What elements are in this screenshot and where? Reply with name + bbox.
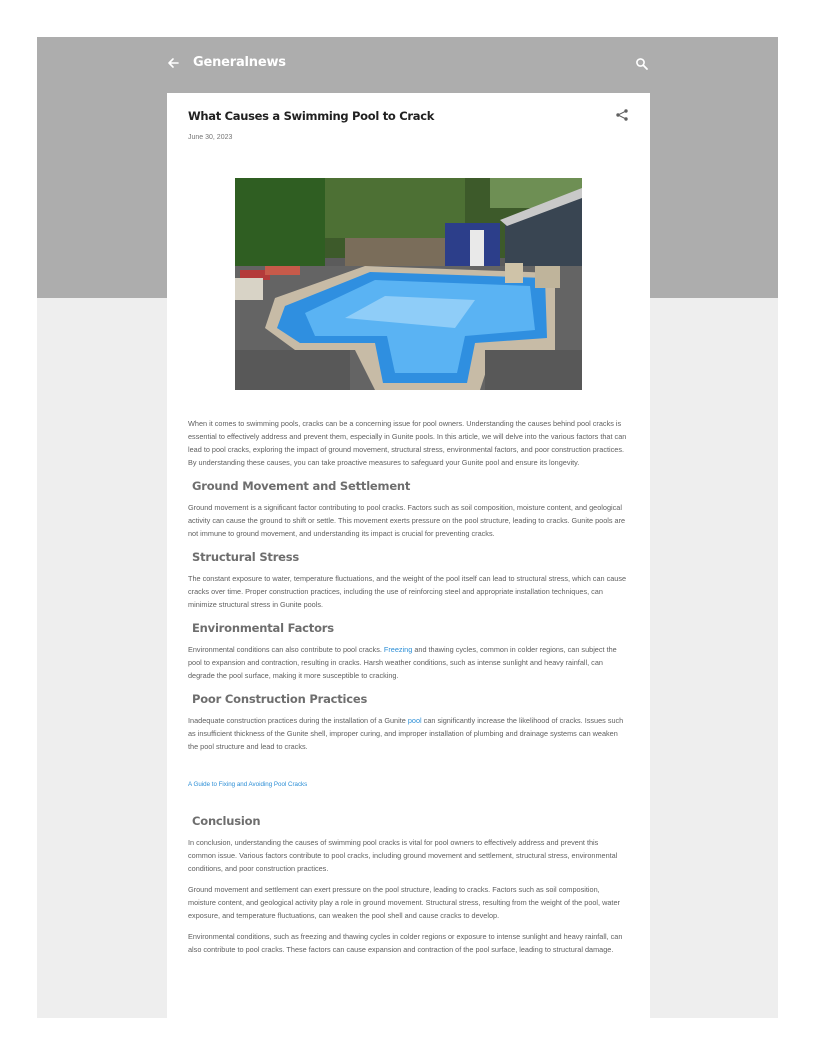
post-card <box>167 93 650 1018</box>
ground-movement-paragraph: Ground movement is a significant factor contributing to pool cracks. Factors such as soil composition, moisture content, and geological activity can cause the ground to shift or settle. This movement exerts pressure on the pool structure, leading to cracks. Gunite pools are not immune to ground movement, and understanding its impact is crucial for preventing cracks. <box>188 503 626 538</box>
structural-stress-paragraph: The constant exposure to water, temperature fluctuations, and the weight of the pool itself can lead to structural stress, which can cause cracks over time. Proper construction practices, including the use of reinforcing steel and appropriate installation techniques, can minimize structural stress in Gunite pools. <box>188 574 627 609</box>
text-span: can significantly increase the likelihood of cracks. Issues such as insufficient thickness of the Gunite shell, improper curing, and improper installation of plumbing and drainage systems can weaken the pool structure and lead to cracks. <box>188 716 624 751</box>
environmental-paragraph <box>188 643 628 682</box>
site-title[interactable]: Generalnews <box>193 55 286 70</box>
heading-ground-movement: Ground Movement and Settlement <box>192 479 411 493</box>
text-span: and thawing cycles, common in colder regions, can subject the pool to expansion and contraction, resulting in cracks. Harsh weather conditions, such as intense sunlight and heavy rainfall, can degrade the pool surface, making it more susceptible to cracking. <box>188 645 617 680</box>
share-icon[interactable] <box>615 108 629 122</box>
heading-conclusion: Conclusion <box>192 814 261 828</box>
post-date: June 30, 2023 <box>188 134 233 141</box>
pool-photo <box>235 178 582 390</box>
text-span: Environmental conditions can also contribute to pool cracks. <box>188 645 384 654</box>
heading-environmental-factors: Environmental Factors <box>192 621 334 635</box>
heading-structural-stress: Structural Stress <box>192 550 300 564</box>
post-body <box>188 417 628 956</box>
construction-paragraph <box>188 714 628 753</box>
freezing-link[interactable]: Freezing <box>383 645 413 654</box>
heading-poor-construction: Poor Construction Practices <box>192 692 368 706</box>
arrow-left-icon[interactable] <box>165 55 181 71</box>
page-frame <box>37 37 778 1018</box>
conclusion-paragraph-2: Ground movement and settlement can exert pressure on the pool structure, leading to cracks. Factors such as soil composition, moisture content, and geological activity play a role in ground movement. Structural stress, resulting from the weight of the pool, water exposure, and temperature fluctuations, can weaken the pool shell and cause cracks to develop. <box>188 885 620 920</box>
pool-link[interactable]: pool <box>407 716 422 725</box>
guide-link[interactable]: A Guide to Fixing and Avoiding Pool Cracks <box>188 781 308 788</box>
intro-paragraph: When it comes to swimming pools, cracks can be a concerning issue for pool owners. Understanding the causes behind pool cracks is essential to effectively address and prevent them, especially in Gunite pools. In this article, we will delve into the various factors that can lead to pool cracks, exploring the impact of ground movement, structural stress, environmental factors, and poor construction practices. By understanding these causes, you can take proactive measures to safeguard your Gunite pool and ensure its longevity. <box>188 419 627 467</box>
conclusion-paragraph-1: In conclusion, understanding the causes of swimming pool cracks is vital for pool owners to effectively address and prevent this common issue. Various factors contribute to pool cracks, including ground movement and settlement, structural stress, environmental conditions, and poor construction practices. <box>188 838 618 873</box>
search-icon[interactable] <box>635 57 649 71</box>
post-title: What Causes a Swimming Pool to Crack <box>188 109 435 123</box>
text-span: Inadequate construction practices during the installation of a Gunite <box>188 716 408 725</box>
conclusion-paragraph-3: Environmental conditions, such as freezing and thawing cycles in colder regions or exposure to intense sunlight and heavy rainfall, can also contribute to pool cracks. These factors can cause expansion and contraction of the pool surface, leading to structural damage. <box>188 932 623 954</box>
